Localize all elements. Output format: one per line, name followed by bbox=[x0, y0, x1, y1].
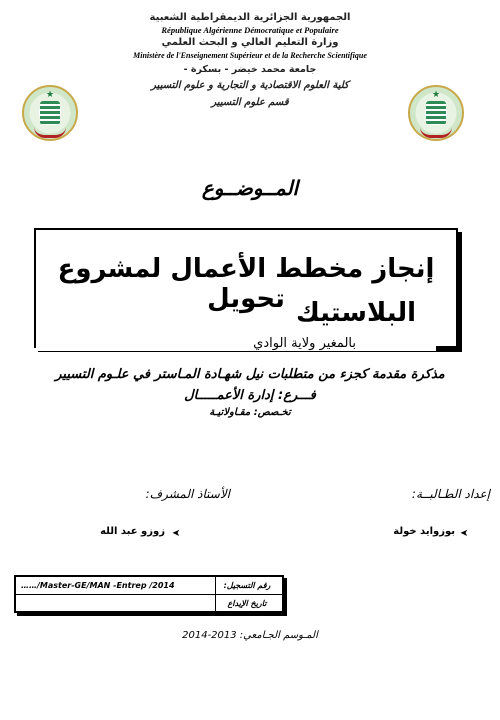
memo-specialty: تخـصص: مقـاولاتيـة bbox=[209, 407, 291, 418]
title-line-1: إنجاز مخطط الأعمال لمشروع تحويل bbox=[57, 254, 435, 314]
ministry-arabic: وزارة التعليم العالي و البحث العلمي bbox=[161, 37, 339, 48]
academic-season: المـوسم الجـامعي: 2013-2014 bbox=[182, 630, 318, 641]
deposit-date-label: تاريخ الإيداع bbox=[227, 599, 267, 608]
registration-label: رقم التسجيل: bbox=[223, 581, 271, 590]
student-arrow-icon: ➤ bbox=[460, 528, 469, 539]
faculty-arabic: كلية العلوم الاقتصادية و التجارية و علوم التسيير bbox=[151, 80, 349, 91]
registration-value: ……/Master-GE/MAN -Entrep /2014 bbox=[16, 577, 216, 594]
supervisor-name: زوزو عبد الله bbox=[100, 526, 165, 537]
deposit-date-row bbox=[16, 595, 282, 612]
supervisor-arrow-icon: ➤ bbox=[172, 528, 181, 539]
memo-line: مذكرة مقدمة كجزء من متطلبات نيل شهـادة المـاستر في علـوم التسيير bbox=[55, 367, 445, 382]
title-box bbox=[34, 228, 458, 351]
registration-row bbox=[16, 577, 282, 594]
university-arabic: جامعة محمد خيضر - بسكرة - bbox=[183, 64, 317, 75]
deposit-date-value bbox=[16, 595, 216, 612]
registration-table bbox=[14, 575, 284, 613]
subject-label: المــوضــوع bbox=[201, 176, 299, 200]
student-label: إعداد الطـالبــة: bbox=[411, 487, 490, 501]
university-logo-icon: ★ bbox=[408, 85, 464, 141]
ministry-french: Ministère de l'Enseignement Supérieur et de la Recherche Scientifique bbox=[133, 51, 367, 60]
memo-branch: فـــرع: إدارة الأعمـــــال bbox=[184, 388, 316, 403]
student-name: بوزوايد خولة bbox=[393, 526, 455, 537]
university-logo-icon: ★ bbox=[22, 85, 78, 141]
republic-french: République Algérienne Démocratique et Populaire bbox=[161, 25, 339, 35]
title-line-2: البلاستيك bbox=[295, 298, 416, 328]
supervisor-label: الأستاذ المشرف: bbox=[145, 487, 230, 501]
title-location: بالمغير ولاية الوادي bbox=[36, 336, 436, 351]
department-arabic: قسم علوم التسيير bbox=[211, 97, 289, 108]
republic-arabic: الجمهورية الجزائرية الديمقراطية الشعبية bbox=[149, 12, 351, 23]
